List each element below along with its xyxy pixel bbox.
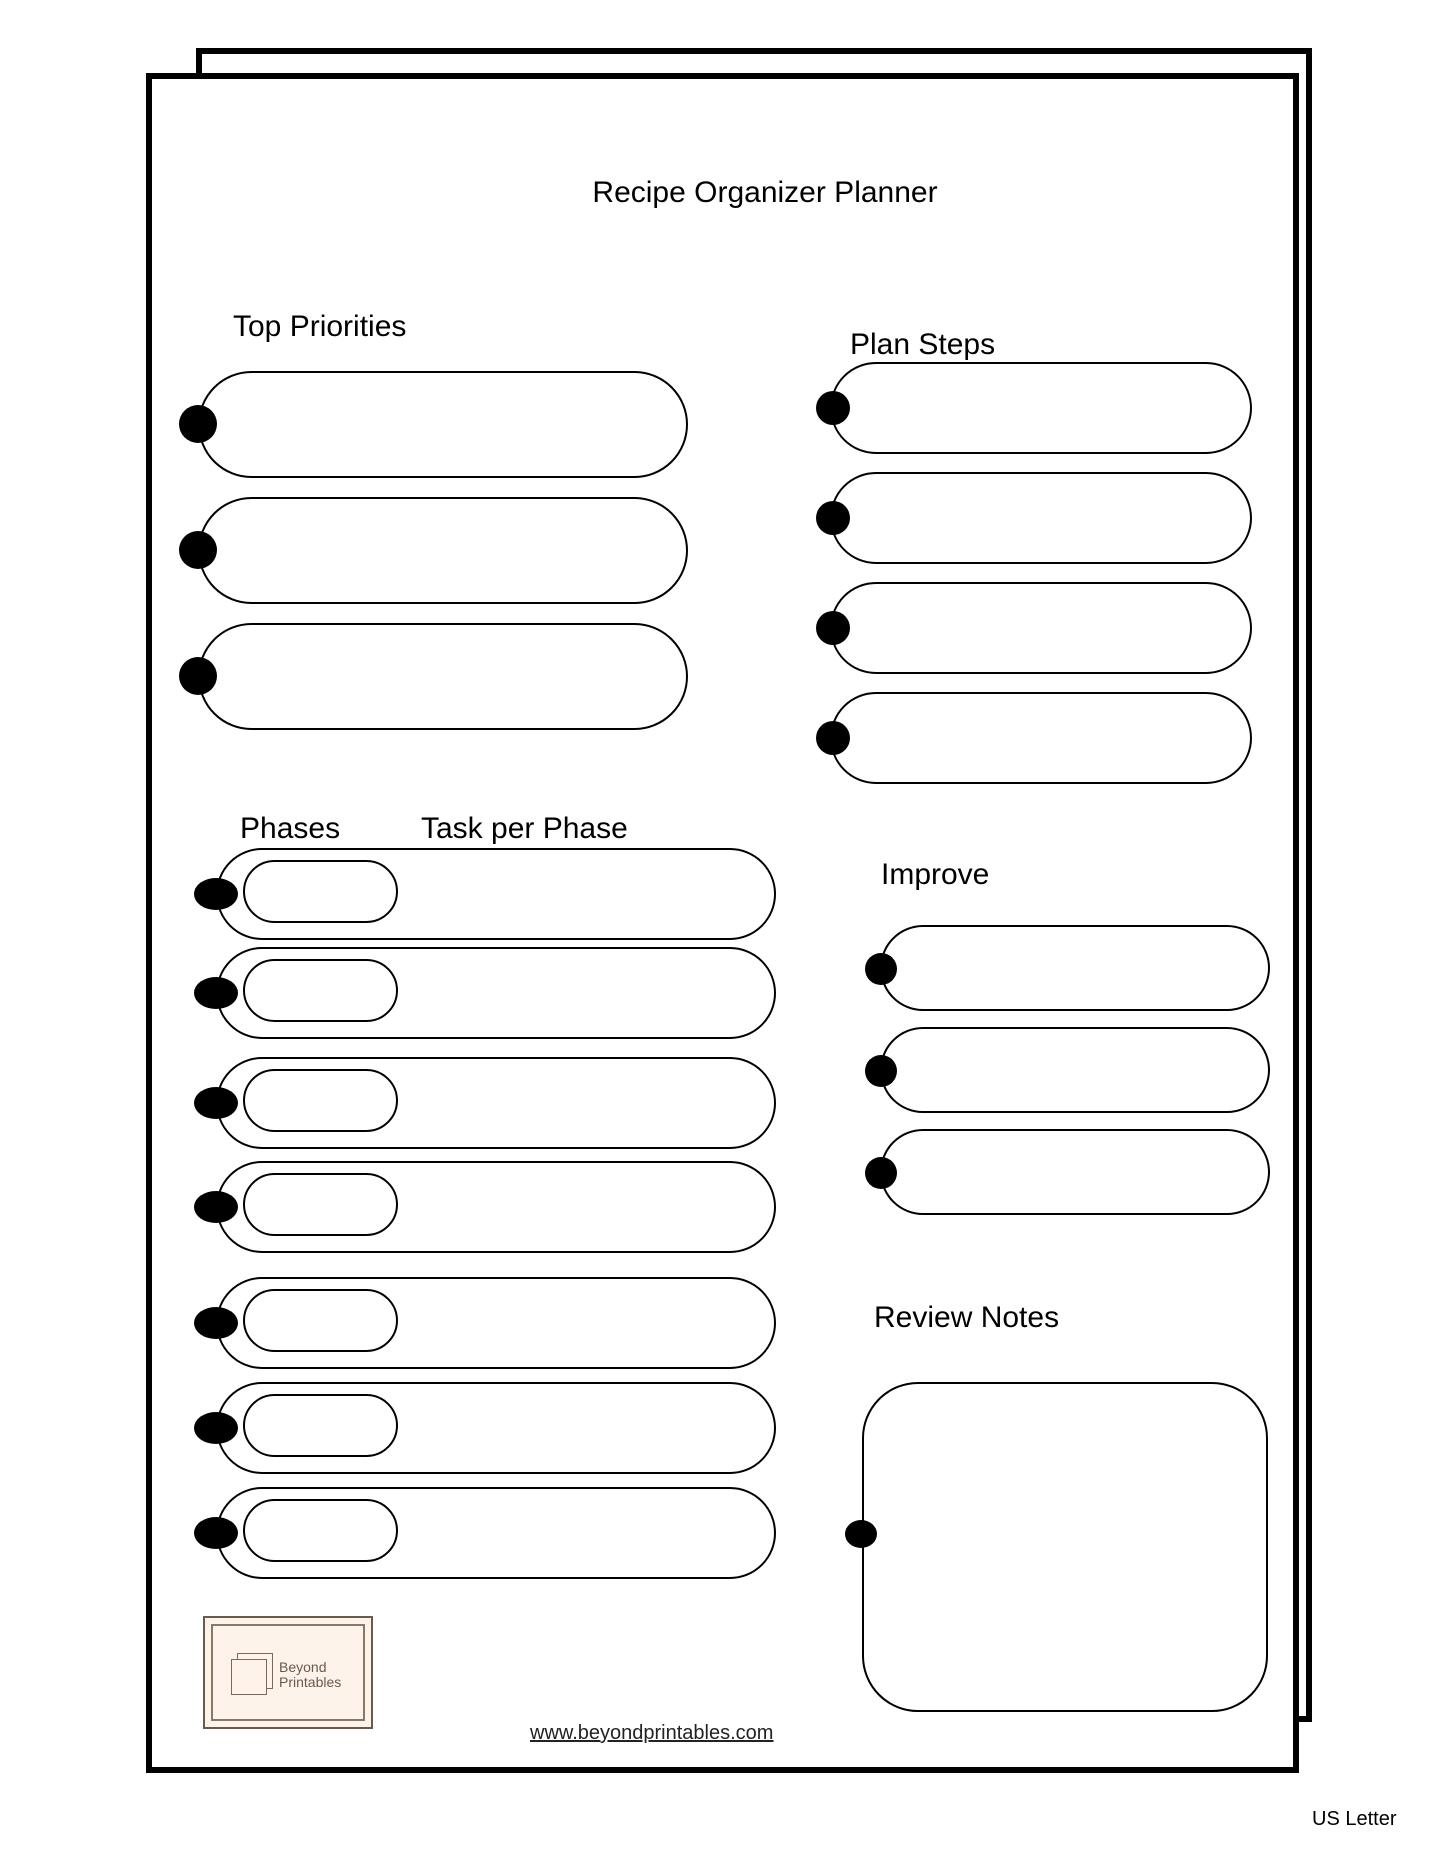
phases-heading: Phases <box>240 812 341 845</box>
bullet-dot <box>865 1157 897 1189</box>
bullet-dot <box>179 531 217 569</box>
bullet-dot <box>194 1307 238 1339</box>
logo-line-1: Beyond <box>279 1659 327 1675</box>
review-notes-field[interactable] <box>862 1382 1268 1712</box>
top-priority-field-3[interactable] <box>198 623 688 730</box>
phase-name-field-3[interactable] <box>243 1069 398 1132</box>
top-priority-field-2[interactable] <box>198 497 688 604</box>
bullet-dot <box>179 657 217 695</box>
plan-step-field-2[interactable] <box>830 472 1252 564</box>
logo-line-2: Printables <box>279 1674 342 1690</box>
plan-steps-heading: Plan Steps <box>850 328 996 361</box>
logo-text <box>279 1660 341 1690</box>
plan-step-field-3[interactable] <box>830 582 1252 674</box>
bullet-dot <box>194 1517 238 1549</box>
bullet-dot <box>816 721 850 755</box>
top-priority-field-1[interactable] <box>198 371 688 478</box>
bullet-dot <box>194 1191 238 1223</box>
phase-name-field-2[interactable] <box>243 959 398 1022</box>
phase-name-field-7[interactable] <box>243 1499 398 1562</box>
bullet-dot <box>865 1055 897 1087</box>
website-link[interactable]: www.beyondprintables.com <box>530 1722 774 1744</box>
bullet-dot <box>816 611 850 645</box>
bullet-dot <box>816 391 850 425</box>
bullet-dot <box>194 1412 238 1444</box>
improve-field-3[interactable] <box>880 1129 1270 1215</box>
paper-size-label: US Letter <box>1312 1808 1397 1830</box>
plan-step-field-1[interactable] <box>830 362 1252 454</box>
bullet-dot <box>179 405 217 443</box>
bullet-dot <box>816 501 850 535</box>
review-notes-heading: Review Notes <box>874 1301 1060 1334</box>
phase-name-field-1[interactable] <box>243 860 398 923</box>
bullet-dot <box>194 1087 238 1119</box>
logo-mark-icon <box>231 1659 267 1695</box>
brand-logo <box>203 1616 373 1729</box>
improve-heading: Improve <box>881 858 990 891</box>
improve-field-1[interactable] <box>880 925 1270 1011</box>
bullet-dot <box>865 953 897 985</box>
phase-name-field-4[interactable] <box>243 1173 398 1236</box>
page-title: Recipe Organizer Planner <box>592 176 938 209</box>
plan-step-field-4[interactable] <box>830 692 1252 784</box>
top-priorities-heading: Top Priorities <box>233 310 407 343</box>
bullet-dot <box>845 1520 877 1548</box>
phase-name-field-5[interactable] <box>243 1289 398 1352</box>
bullet-dot <box>194 977 238 1009</box>
phase-name-field-6[interactable] <box>243 1394 398 1457</box>
bullet-dot <box>194 878 238 910</box>
task-per-phase-heading: Task per Phase <box>421 812 628 845</box>
improve-field-2[interactable] <box>880 1027 1270 1113</box>
